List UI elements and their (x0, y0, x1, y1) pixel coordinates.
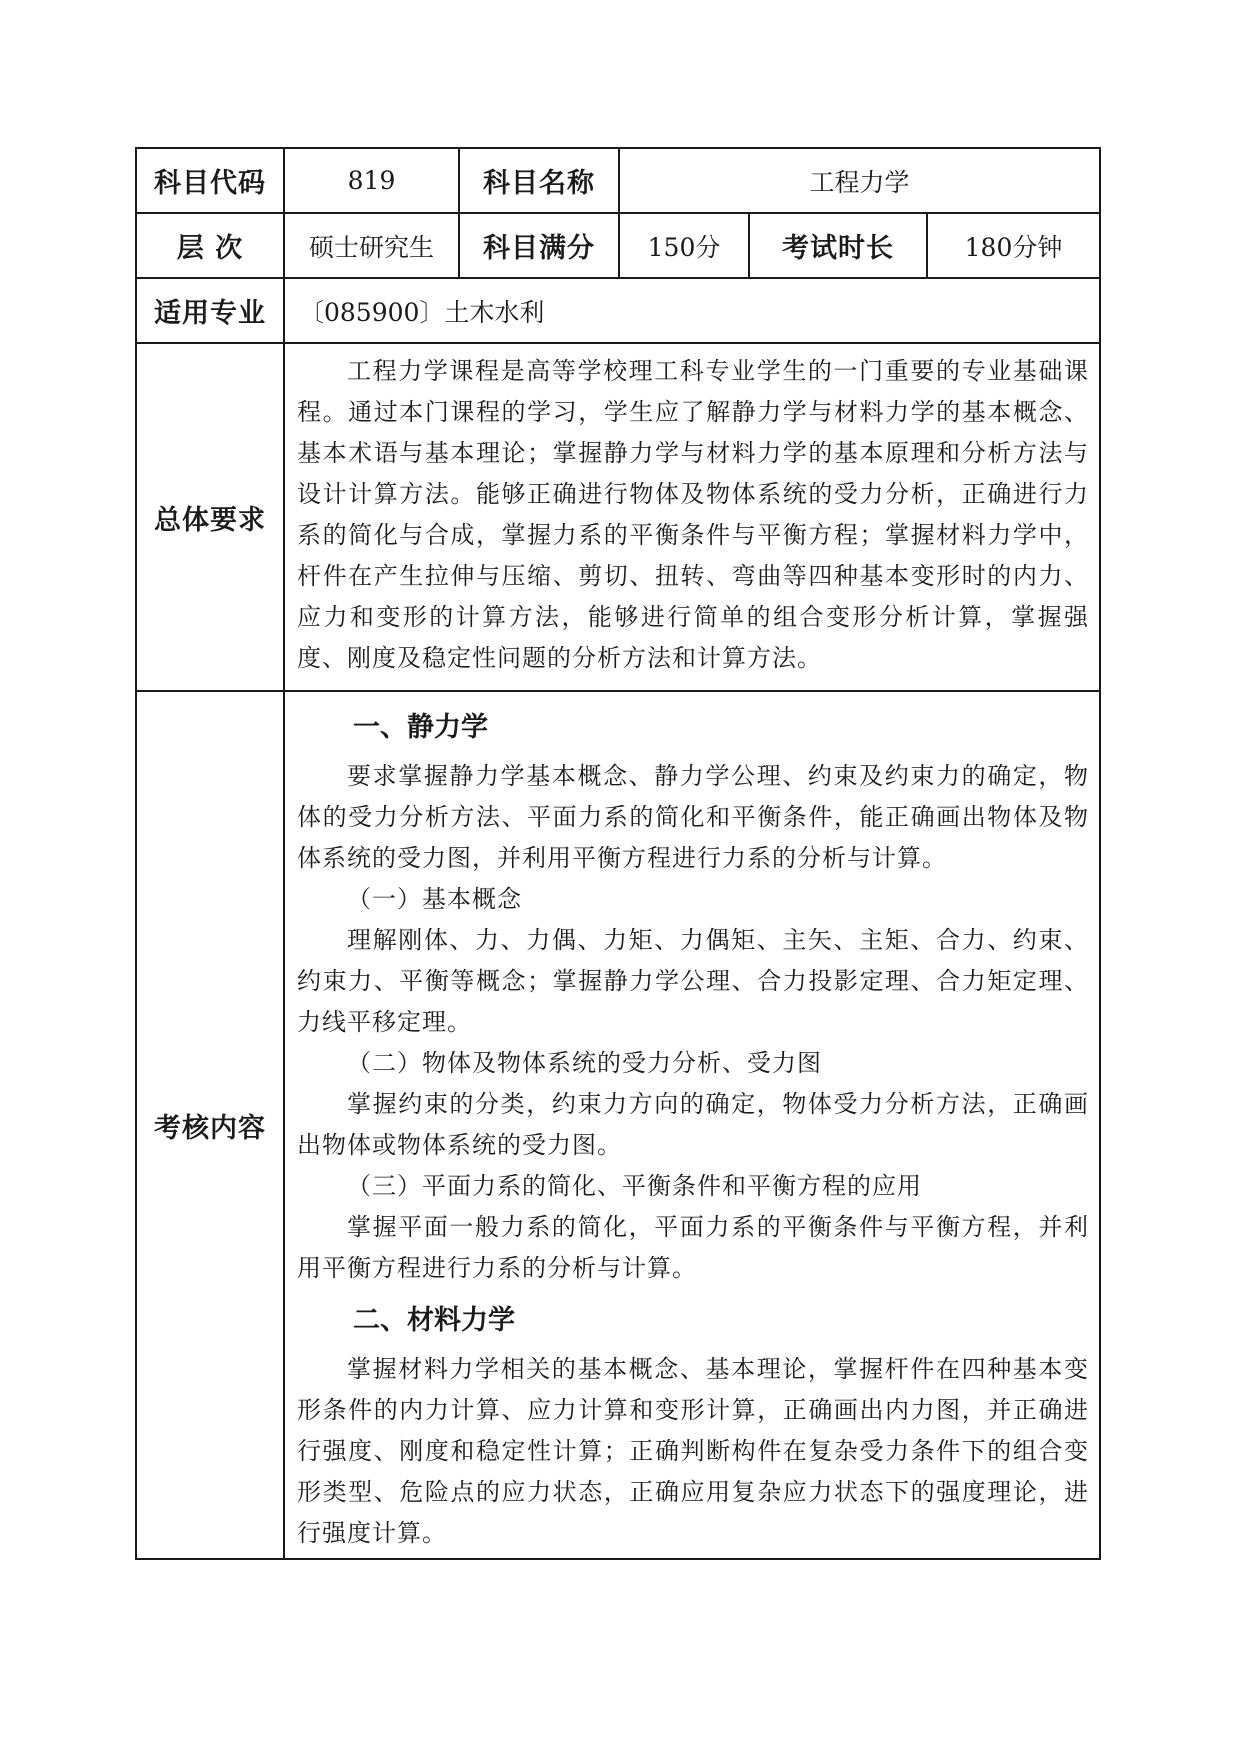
full-score-value: 150分 (619, 213, 749, 278)
exam-duration-label: 考试时长 (749, 213, 927, 278)
section-materials-heading: 二、材料力学 (353, 1305, 515, 1336)
exam-content-cell (284, 691, 1100, 1559)
exam-content-label: 考核内容 (136, 691, 284, 1559)
section-materials-intro: 掌握材料力学相关的基本概念、基本理论，掌握杆件在四种基本变形条件的内力计算、应力计算和变形计算，正确画出内力图，并正确进行强度、刚度和稳定性计算；正确判断构件在复杂受力条件下的组合变形类型、危险点的应力状态，正确应用复杂应力状态下的强度理论，进行强度计算。 (297, 1355, 1090, 1547)
subject-code-value: 819 (284, 148, 459, 213)
exam-content-row (136, 691, 1100, 1559)
subject-row (136, 148, 1100, 213)
syllabus-sheet (135, 147, 1099, 1560)
subsection-basic-concepts-text: 理解刚体、力、力偶、力矩、力偶矩、主矢、主矩、合力、约束、约束力、平衡等概念；掌握静力学公理、合力投影定理、合力矩定理、力线平移定理。 (297, 926, 1090, 1036)
subsection-plane-force-text: 掌握平面一般力系的简化，平面力系的平衡条件与平衡方程，并利用平衡方程进行力系的分析与计算。 (297, 1213, 1090, 1282)
applicable-major-label: 适用专业 (136, 278, 284, 343)
full-score-label: 科目满分 (459, 213, 619, 278)
subsection-force-analysis-text: 掌握约束的分类，约束力方向的确定，物体受力分析方法，正确画出物体或物体系统的受力图。 (297, 1090, 1090, 1159)
general-requirements-text: 工程力学课程是高等学校理工科专业学生的一门重要的专业基础课程。通过本门课程的学习，学生应了解静力学与材料力学的基本概念、基本术语与基本理论；掌握静力学与材料力学的基本原理和分析方法与设计计算方法。能够正确进行物体及物体系统的受力分析，正确进行力系的简化与合成，掌握力系的平衡条件与平衡方程；掌握材料力学中，杆件在产生拉伸与压缩、剪切、扭转、弯曲等四种基本变形时的内力、应力和变形的计算方法，能够进行简单的组合变形分析计算，掌握强度、刚度及稳定性问题的分析方法和计算方法。 (297, 357, 1090, 672)
subsection-force-analysis-title: （二）物体及物体系统的受力分析、受力图 (347, 1049, 822, 1077)
subsection-plane-force-title: （三）平面力系的简化、平衡条件和平衡方程的应用 (347, 1172, 922, 1200)
subject-name-value: 工程力学 (619, 148, 1100, 213)
exam-duration-value: 180分钟 (927, 213, 1100, 278)
level-label: 层 次 (136, 213, 284, 278)
major-row (136, 278, 1100, 343)
syllabus-table (135, 147, 1101, 1560)
section-statics-heading: 一、静力学 (353, 712, 488, 743)
general-requirements-label: 总体要求 (136, 343, 284, 691)
general-requirements-row (136, 343, 1100, 691)
exam-content-body (297, 692, 1089, 1554)
applicable-major-value: 〔085900〕土木水利 (284, 278, 1100, 343)
subject-name-label: 科目名称 (459, 148, 619, 213)
section-statics-intro: 要求掌握静力学基本概念、静力学公理、约束及约束力的确定，物体的受力分析方法、平面力系的简化和平衡条件，能正确画出物体及物体系统的受力图，并利用平衡方程进行力系的分析与计算。 (297, 762, 1090, 872)
general-requirements-cell (284, 343, 1100, 691)
level-value: 硕士研究生 (284, 213, 459, 278)
subject-code-label: 科目代码 (136, 148, 284, 213)
level-row (136, 213, 1100, 278)
subsection-basic-concepts-title: （一）基本概念 (347, 885, 522, 913)
